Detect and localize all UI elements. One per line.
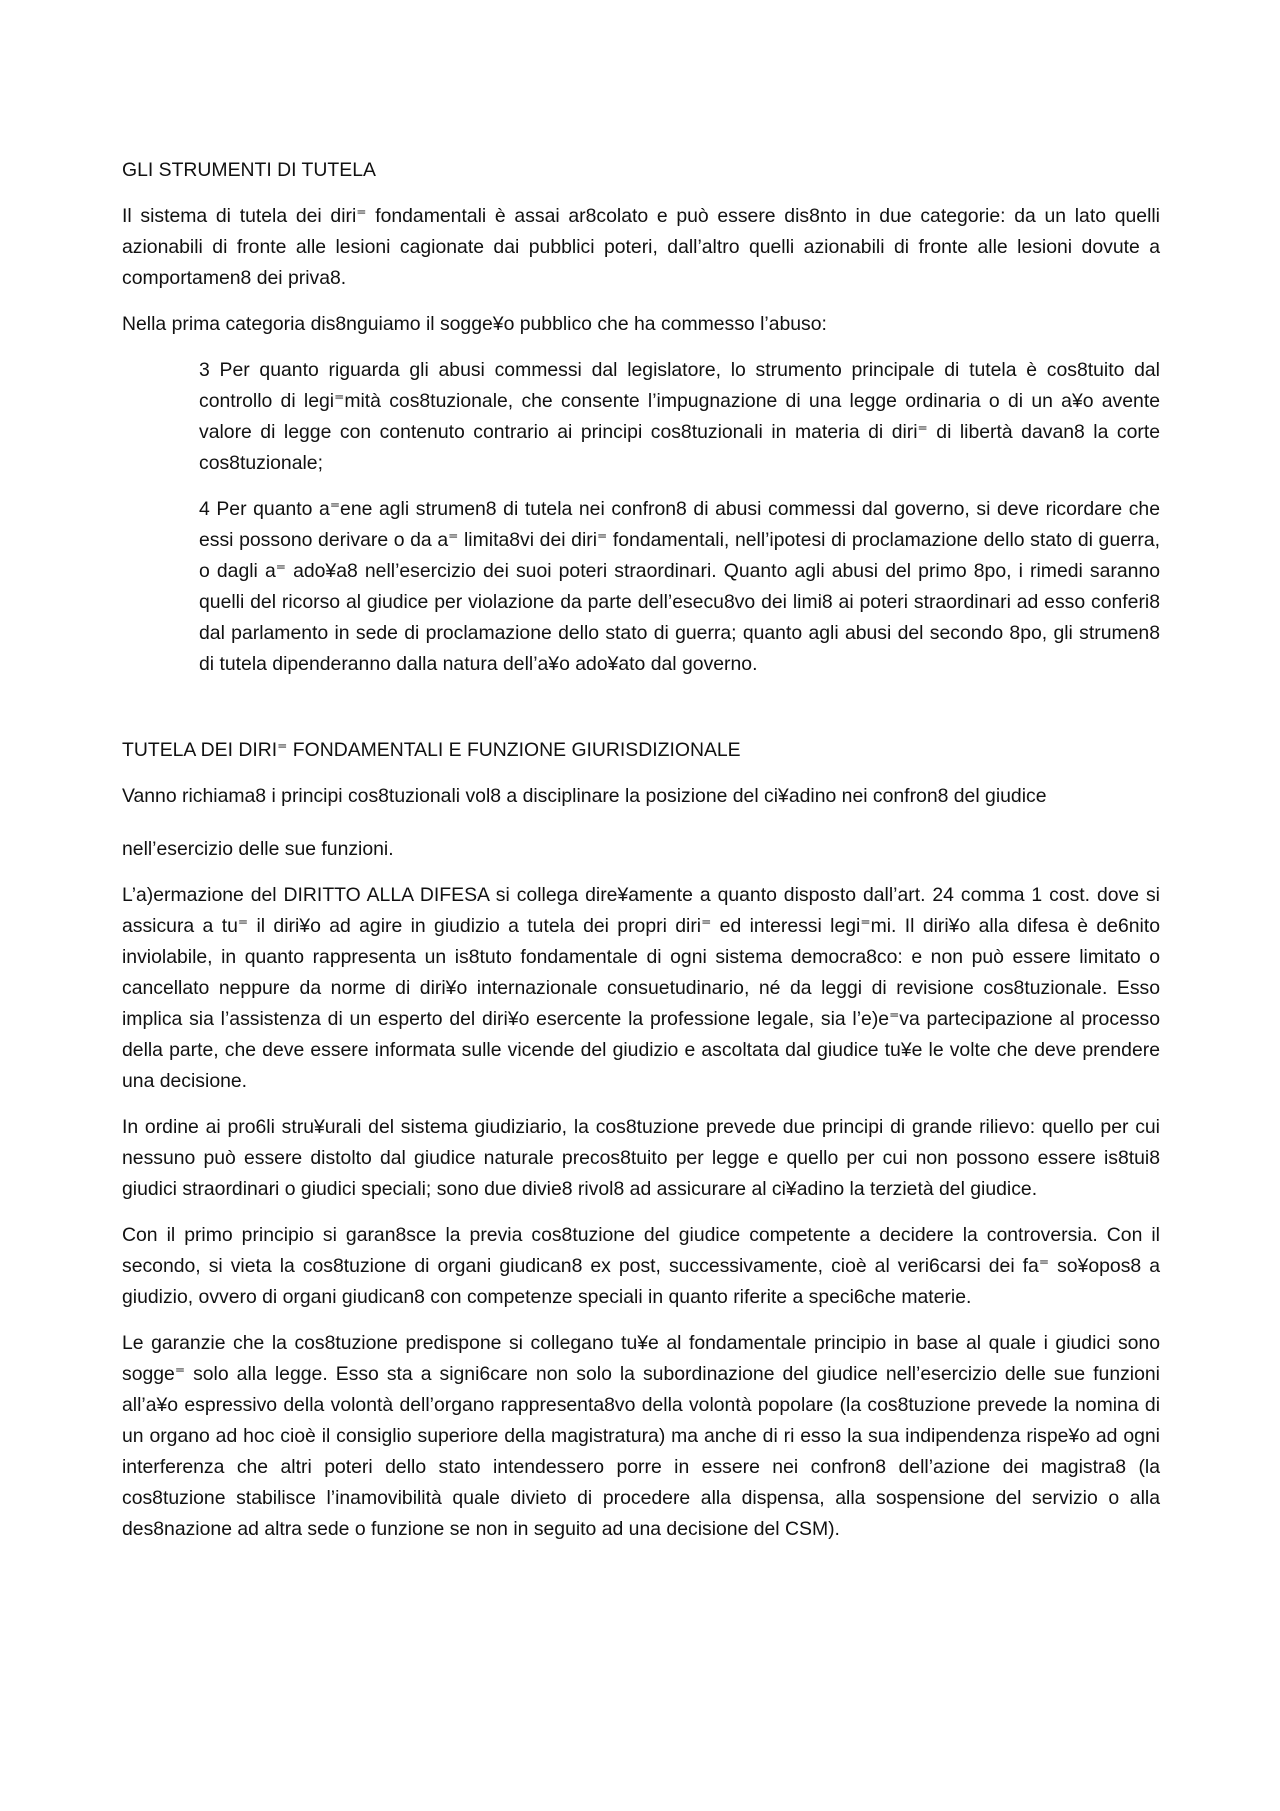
paragraph-esercizio-funzioni: nell’esercizio delle sue funzioni. xyxy=(122,838,394,860)
list-item-abusi-legislatore: 3 Per quanto riguarda gli abusi commessi dal legislatore, lo strumento principale di tutela è cos8tuito dal controllo di legi⁼mità cos8tuzionale, che consente l’impugnazione di una legge ordinaria o di un a¥o avente valore di legge con contenuto contrario ai principi cos8tuzionali in materia di diri⁼ di libertà davan8 la corte cos8tuzionale; xyxy=(199,359,1160,474)
paragraph-primo-principio: Con il primo principio si garan8sce la previa cos8tuzione del giudice competente a decidere la controversia. Con il secondo, si vieta la cos8tuzione di organi giudican8 ex post, successivamente, cioè al veri6carsi dei fa⁼ so¥opos8 a giudizio, ovvero di organi giudican8 con competenze speciali in quanto riferite a speci6che materie. xyxy=(122,1224,1160,1308)
paragraph-diritto-alla-difesa: L’a)ermazione del DIRITTO ALLA DIFESA si collega dire¥amente a quanto disposto dall’art. 24 comma 1 cost. dove si assicura a tu⁼ il diri¥o ad agire in giudizio a tutela dei propri diri⁼ ed interessi legi⁼mi. Il diri¥o alla difesa è de6nito inviolabile, in quanto rappresenta un is8tuto fondamentale di ogni sistema democra8co: e non può essere limitato o cancellato neppure da norme di diri¥o internazionale consuetudinario, né da leggi di revisione cos8tuzionale. Esso implica sia l’assistenza di un esperto del diri¥o esercente la professione legale, sia l’e)e⁼va partecipazione al processo della parte, che deve essere informata sulle vicende del giudizio e ascoltata dal giudice tu¥e le volte che deve prendere una decisione. xyxy=(122,884,1160,1092)
paragraph-profili-strutturali: In ordine ai pro6li stru¥urali del sistema giudiziario, la cos8tuzione prevede due principi di grande rilievo: quello per cui nessuno può essere distolto dal giudice naturale precos8tuito per legge e quello per cui non possono essere is8tui8 giudici straordinari o giudici speciali; sono due divie8 rivol8 ad assicurare al ci¥adino la terzietà del giudice. xyxy=(122,1116,1160,1200)
document-page xyxy=(122,155,1160,1560)
paragraph-sistema-di-tutela: Il sistema di tutela dei diri⁼ fondamentali è assai ar8colato e può essere dis8nto in due categorie: da un lato quelli azionabili di fronte alle lesioni cagionate dai pubblici poteri, dall’altro quelli azionabili di fronte alle lesioni dovute a comportamen8 dei priva8. xyxy=(122,205,1160,289)
paragraph-prima-categoria: Nella prima categoria dis8nguiamo il sogge¥o pubblico che ha commesso l’abuso: xyxy=(122,313,827,335)
section-heading-tutela-diritti-fondamentali: TUTELA DEI DIRI⁼ FONDAMENTALI E FUNZIONE GIURISDIZIONALE xyxy=(122,739,741,761)
paragraph-richiamo-principi: Vanno richiama8 i principi cos8tuzionali vol8 a disciplinare la posizione del ci¥adino nei confron8 del giudice xyxy=(122,785,1047,807)
list-item-abusi-governo: 4 Per quanto a⁼ene agli strumen8 di tutela nei confron8 di abusi commessi dal governo, si deve ricordare che essi possono derivare o da a⁼ limita8vi dei diri⁼ fondamentali, nell’ipotesi di proclamazione dello stato di guerra, o dagli a⁼ ado¥a8 nell’esercizio dei suoi poteri straordinari. Quanto agli abusi del primo 8po, i rimedi saranno quelli del ricorso al giudice per violazione da parte dell’esecu8vo dei limi8 ai poteri straordinari ad esso conferi8 dal parlamento in sede di proclamazione dello stato di guerra; quanto agli abusi del secondo 8po, gli strumen8 di tutela dipenderanno dalla natura dell’a¥o ado¥ato dal governo. xyxy=(199,498,1160,675)
paragraph-garanzie-costituzione: Le garanzie che la cos8tuzione predispone si collegano tu¥e al fondamentale principio in base al quale i giudici sono sogge⁼ solo alla legge. Esso sta a signi6care non solo la subordinazione del giudice nell’esercizio delle sue funzioni all’a¥o espressivo della volontà dell’organo rappresenta8vo della volontà popolare (la cos8tuzione prevede la nomina di un organo ad hoc cioè il consiglio superiore della magistratura) ma anche di ri esso la sua indipendenza rispe¥o ad ogni interferenza che altri poteri dello stato intendessero porre in essere nei confron8 dell’azione dei magistra8 (la cos8tuzione stabilisce l’inamovibilità quale divieto di procedere alla dispensa, alla sospensione del servizio o alla des8nazione ad altra sede o funzione se non in seguito ad una decisione del CSM). xyxy=(122,1332,1160,1540)
section-heading-strumenti-di-tutela: GLI STRUMENTI DI TUTELA xyxy=(122,159,376,181)
